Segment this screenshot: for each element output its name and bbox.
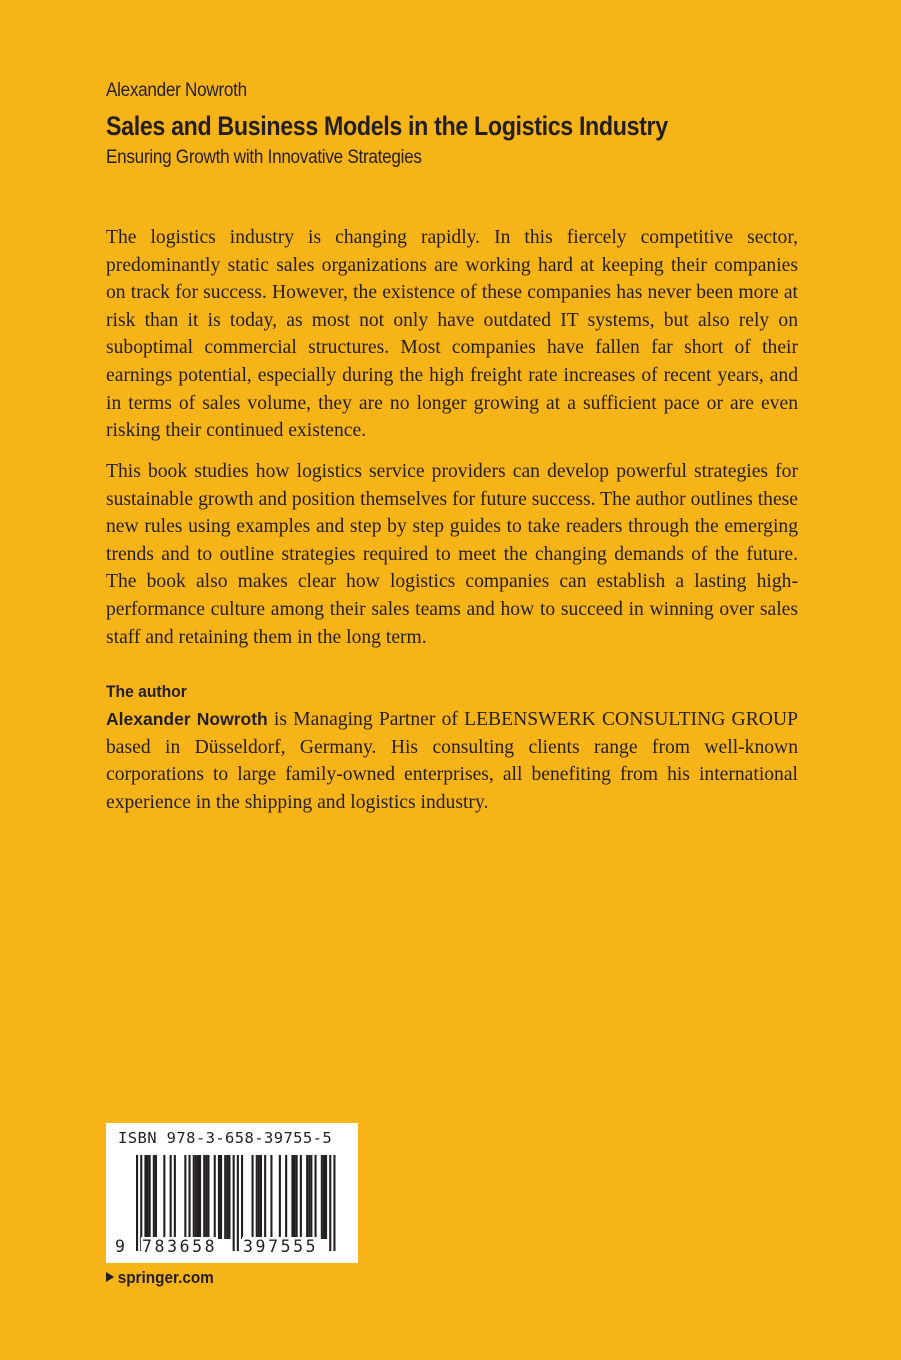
barcode-bar [270,1155,272,1239]
barcode-bar [308,1155,310,1239]
description-paragraph-1: The logistics industry is changing rapidly. In this fiercely competitive sector, predominantly static sales organizations are working hard at keeping their companies on track for success. However, the existence of these companies has never been more at risk than it is today, as most not only have outdated IT systems, but also rely on suboptimal commercial structures. Most companies have fallen far short of their earnings potential, especially during the high freight rate increases of recent years, and in terms of sales volume, they are no longer growing at a sufficient pace or are even risking their continued existence. [106,227,798,442]
description-paragraph-2: This book studies how logistics service providers can develop powerful strategies for sustainable growth and position themselves for future success. The author outlines these new rules using examples and step by step guides to take readers through the emerging trends and to outline strategies required to meet the changing demands of the future. The book also makes clear how logistics companies can establish a lasting high-performance culture among their sales teams and how to succeed in winning over sales staff and retaining them in the long term. [106,461,798,648]
barcode-bar [224,1155,226,1239]
barcode-bar [149,1155,151,1239]
website-label: springer.com [117,1268,214,1287]
barcode-bar [163,1155,165,1239]
barcode-lead-digit: 9 [115,1237,125,1256]
barcode-bar [228,1155,230,1239]
barcode-bar [291,1155,293,1239]
barcode-bar [252,1155,254,1239]
springer-website-link[interactable] [106,1268,214,1288]
barcode-bar [189,1155,191,1239]
barcode-bar [258,1155,260,1239]
barcode-bar [237,1155,239,1251]
barcode-bar [136,1155,138,1251]
barcode-bar [325,1155,327,1239]
barcode-bar [296,1155,298,1239]
barcode-box [106,1123,358,1263]
barcode-bar [205,1155,207,1239]
barcode-bar [184,1155,186,1239]
author-name: Alexander Nowroth [106,80,247,101]
barcode-bar [199,1155,201,1239]
barcode-bar [310,1155,312,1239]
barcode-bar [260,1155,262,1239]
barcode-bar [264,1155,266,1239]
barcode-bar [294,1155,296,1239]
barcode-bar [329,1155,331,1251]
barcode-bar [279,1155,281,1239]
barcode-left-digits: 783658 [142,1237,218,1256]
author-bio-name: Alexander Nowroth [106,709,268,729]
isbn-label: ISBN 978-3-658-39755-5 [118,1129,333,1147]
barcode-bar [214,1155,216,1239]
barcode-bar [174,1155,176,1239]
triangle-right-icon [106,1272,114,1282]
barcode-bar [218,1155,220,1239]
book-subtitle: Ensuring Growth with Innovative Strategies [106,147,422,168]
barcode-bar [153,1155,155,1239]
barcode-bar [207,1155,209,1239]
book-title: Sales and Business Models in the Logistics Industry [106,111,668,141]
barcode-bar [241,1155,243,1239]
barcode-right-digits: 397555 [243,1237,319,1256]
barcode-bar [285,1155,287,1239]
barcode-bar [306,1155,308,1239]
author-bio-text: is Managing Partner of LEBENSWERK CONSULTING GROUP based in Düsseldorf, Germany. His consulting clients range from well-known corporations to large family-owned enterprises, all benefiting from his international experience in the shipping and logistics industry. [106,709,798,813]
barcode-bar [155,1155,157,1239]
barcode-bar [195,1155,197,1239]
barcode-bar [147,1155,149,1239]
barcode-bar [256,1155,258,1239]
author-bio [106,706,798,816]
barcode-bar [197,1155,199,1239]
barcode-bar [315,1155,317,1239]
barcode-bar [300,1155,302,1239]
barcode-bar [220,1155,222,1239]
barcode-bar [333,1155,335,1251]
barcode-bar [233,1155,235,1251]
barcode-bar [193,1155,195,1239]
author-section-heading: The author [106,682,187,701]
barcode-bar [226,1155,228,1239]
barcode-bar [170,1155,172,1239]
barcode-bar [144,1155,146,1239]
barcode-bar [321,1155,323,1239]
barcode-bar [323,1155,325,1239]
barcode-bar [203,1155,205,1239]
